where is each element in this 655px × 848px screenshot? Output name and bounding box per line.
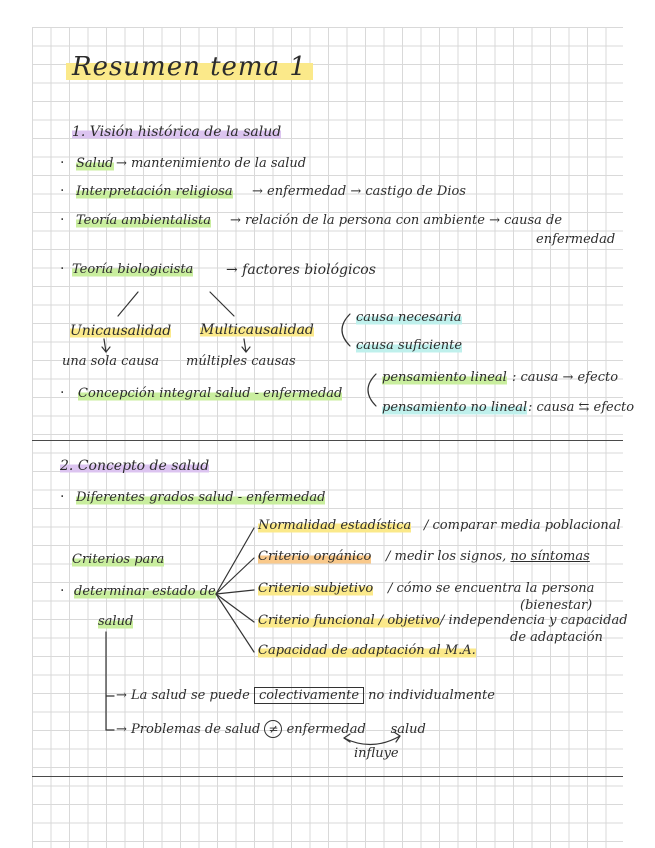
bracket-causas bbox=[342, 314, 350, 346]
salud-puede: → La salud se puede bbox=[116, 688, 250, 703]
subjetivo-text: / cómo se encuentra la persona bbox=[388, 581, 595, 596]
colectivamente-box: colectivamente bbox=[254, 687, 364, 704]
bullet: · bbox=[60, 155, 65, 171]
subjetivo-text-2: (bienestar) bbox=[520, 598, 593, 613]
problemas-salud-right: salud bbox=[390, 722, 426, 737]
religiosa-text: → enfermedad → castigo de Dios bbox=[252, 184, 466, 199]
unicausalidad-desc: una sola causa bbox=[62, 354, 159, 369]
fan-capacidad bbox=[216, 594, 254, 652]
funcional-key: Criterio funcional / objetivo bbox=[258, 613, 440, 628]
bullet: · bbox=[60, 583, 65, 599]
bullet: · bbox=[60, 489, 65, 505]
normalidad-text: / comparar media poblacional bbox=[424, 518, 621, 533]
multicausalidad-desc: múltiples causas bbox=[186, 354, 296, 369]
branch-multicausalidad bbox=[210, 292, 234, 316]
bullet: · bbox=[60, 183, 65, 199]
religiosa-key: Interpretación religiosa bbox=[76, 184, 233, 199]
grados-text: Diferentes grados salud - enfermedad bbox=[76, 490, 326, 505]
fan-funcional bbox=[216, 594, 254, 622]
not-equal-icon: ≠ bbox=[264, 720, 282, 738]
bullet: · bbox=[60, 212, 65, 228]
criterios-line-2: determinar estado de bbox=[74, 584, 216, 599]
funcional-text-2: de adaptación bbox=[510, 630, 603, 645]
causa-necesaria: causa necesaria bbox=[356, 310, 462, 325]
funcional-text: / independencia y capacidad bbox=[440, 613, 628, 628]
influye-arrow bbox=[344, 736, 400, 745]
criterios-line-1: Criterios para bbox=[72, 552, 165, 567]
pensamiento-lineal-text: : causa → efecto bbox=[512, 370, 619, 385]
no-individualmente: no individualmente bbox=[368, 688, 495, 703]
causa-suficiente: causa suficiente bbox=[356, 338, 463, 353]
section-1-heading: 1. Visión histórica de la salud bbox=[72, 124, 282, 140]
fan-subjetivo bbox=[216, 590, 254, 594]
unicausalidad: Unicausalidad bbox=[70, 323, 172, 339]
multicausalidad: Multicausalidad bbox=[200, 322, 314, 338]
arrow-down-uni bbox=[102, 339, 110, 352]
capacidad-adaptacion: Capacidad de adaptación al M.A. bbox=[258, 643, 476, 658]
organico-key: Criterio orgánico bbox=[258, 549, 372, 564]
arrow-down-multi bbox=[242, 339, 250, 352]
normalidad-key: Normalidad estadística bbox=[258, 518, 412, 533]
concepcion-integral: Concepción integral salud - enfermedad bbox=[78, 386, 343, 401]
branch-unicausalidad bbox=[118, 292, 138, 316]
influye-head-left bbox=[344, 734, 350, 742]
salud-key: Salud bbox=[76, 156, 114, 171]
section-2-heading: 2. Concepto de salud bbox=[60, 458, 210, 474]
bullet: · bbox=[60, 385, 65, 401]
ambientalista-key: Teoría ambientalista bbox=[76, 213, 211, 228]
subjetivo-key: Criterio subjetivo bbox=[258, 581, 374, 596]
bracket-pensamiento bbox=[368, 374, 376, 406]
fan-organico bbox=[216, 558, 254, 594]
problemas-salud: → Problemas de salud bbox=[116, 722, 261, 737]
organico-text-main: / medir los signos, bbox=[386, 549, 511, 564]
organico-no-sintomas: no síntomas bbox=[510, 549, 590, 564]
biologicista-text: → factores biológicos bbox=[226, 262, 376, 278]
fan-normalidad bbox=[216, 528, 254, 594]
page-title: Resumen tema 1 bbox=[66, 50, 313, 84]
ambientalista-text-2: enfermedad bbox=[536, 232, 616, 247]
influye-label: influye bbox=[354, 746, 399, 761]
pensamiento-no-lineal-key: pensamiento no lineal bbox=[382, 400, 528, 415]
criterios-line-3: salud bbox=[98, 614, 134, 629]
bullet: · bbox=[60, 261, 65, 277]
ambientalista-text: → relación de la persona con ambiente → causa de bbox=[230, 213, 563, 228]
pensamiento-no-lineal-text: : causa ⇆ efecto bbox=[528, 400, 635, 415]
salud-text: → mantenimiento de la salud bbox=[116, 156, 307, 171]
problemas-enfermedad: enfermedad bbox=[286, 722, 366, 737]
pensamiento-lineal-key: pensamiento lineal bbox=[382, 370, 507, 385]
biologicista-key: Teoría biologicista bbox=[72, 262, 194, 277]
